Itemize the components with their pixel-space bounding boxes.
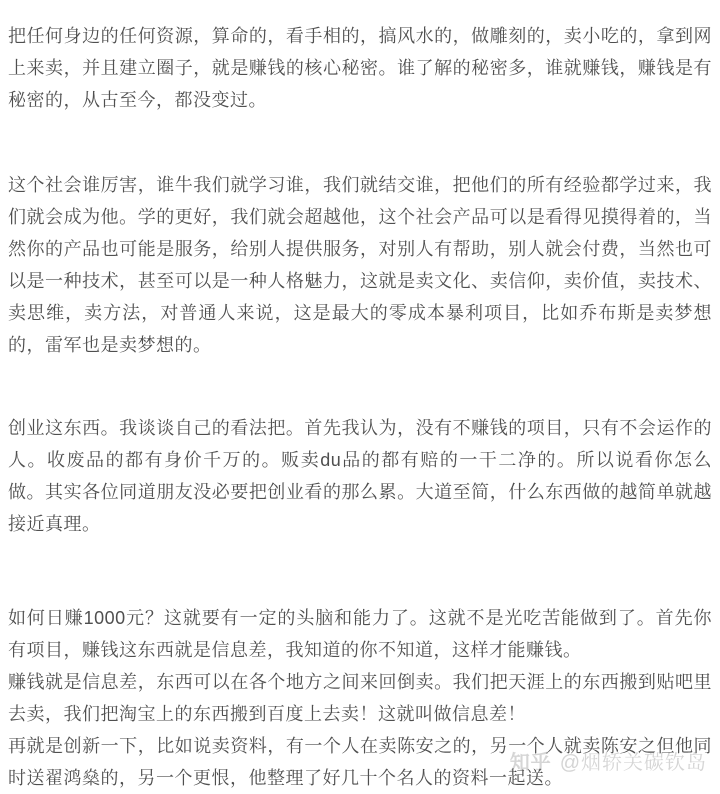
paragraph-3: 创业这东西。我谈谈自己的看法把。首先我认为，没有不赚钱的项目，只有不会运作的人。收废品的都有身价千万的。贩卖du品的都有赔的一干二净的。所以说看你怎么做。其实各位同道朋友没必要把创业看的那么累。大道至简，什么东西做的越简单就越接近真理。 <box>8 418 712 534</box>
paragraph-4: 如何日赚1000元？这就要有一定的头脑和能力了。这就不是光吃苦能做到了。首先你有项目，赚钱这东西就是信息差，我知道的你不知道，这样才能赚钱。 <box>8 608 712 660</box>
paragraph-2: 这个社会谁厉害，谁牛我们就学习谁，我们就结交谁，把他们的所有经验都学过来，我们就会成为他。学的更好，我们就会超越他，这个社会产品可以是看得见摸得着的，当然你的产品也可能是服务，给别人提供服务，对别人有帮助，别人就会付费，当然也可以是一种技术，甚至可以是一种人格魅力，这就是卖文化、卖信仰，卖价值，卖技术、卖思维，卖方法，对普通人来说，这是最大的零成本暴利项目，比如乔布斯是卖梦想的，雷军也是卖梦想的。 <box>8 175 712 355</box>
zhihu-logo-text: 知乎 <box>509 752 552 774</box>
watermark-username: @烟轿关碳钦岛 <box>559 752 707 774</box>
paragraph-1: 把任何身边的任何资源，算命的，看手相的，搞风水的，做雕刻的，卖小吃的，拿到网上来卖，并且建立圈子，就是赚钱的核心秘密。谁了解的秘密多，谁就赚钱，赚钱是有秘密的，从古至今，都没变过。 <box>8 26 712 110</box>
paragraph-5: 赚钱就是信息差，东西可以在各个地方之间来回倒卖。我们把天涯上的东西搬到贴吧里去卖，我们把淘宝上的东西搬到百度上去卖！这就叫做信息差！ <box>8 672 712 724</box>
paragraph-6: 再就是创新一下，比如说卖资料，有一个人在卖陈安之的，另一个人就卖陈安之但他同时送翟鸿燊的，另一个更恨，他整理了好几十个名人的资料一起送。 <box>8 736 712 788</box>
